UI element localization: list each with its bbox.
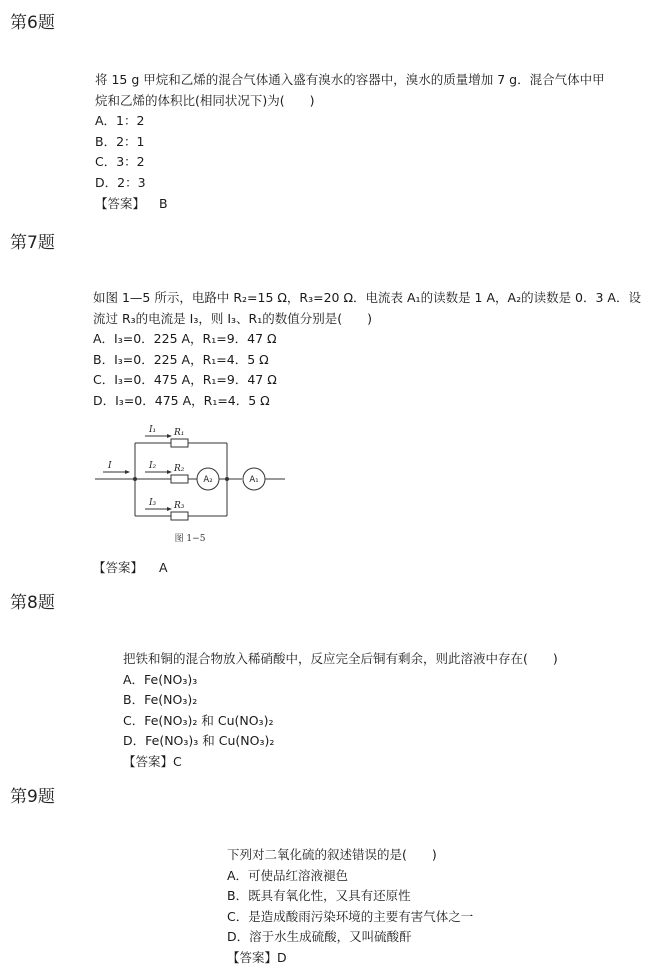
label-a1: A₁ [249,475,259,485]
question-8-option-b: B．Fe(NO₃)₂ [123,692,198,708]
label-r2: R₂ [174,464,185,474]
question-8-option-d: D．Fe(NO₃)₃ 和 Cu(NO₃)₂ [123,733,275,749]
question-9-option-d: D．溶于水生成硫酸，又叫硫酸酐 [227,929,412,945]
question-9-option-c: C．是造成酸雨污染环境的主要有害气体之一 [227,908,474,924]
question-6-title: 第6题 [10,13,55,33]
arrowhead-icon [125,470,130,474]
circuit-diagram [95,420,295,550]
question-8-option-a: A．Fe(NO₃)₃ [123,671,198,687]
question-9-option-a: A．可使品红溶液褪色 [227,867,349,883]
question-7-option-c: C．I₃=0．475 A，R₁=9．47 Ω [93,372,277,388]
label-i2: I₂ [149,461,157,471]
question-8-title: 第8题 [10,593,55,613]
answer-value: B [159,195,168,211]
arrowhead-icon [167,507,172,511]
question-7-answer [93,558,168,579]
answer-value: C [173,753,182,769]
question-7-stem-line-2: 流过 R₃的电流是 I₃，则 I₃、R₁的数值分别是( ) [93,310,372,326]
answer-label: 【答案】 [93,560,144,575]
question-7-option-d: D．I₃=0．475 A，R₁=4．5 Ω [93,392,270,408]
answer-value: A [159,560,168,575]
question-8-answer [123,752,643,773]
question-6-answer [95,194,650,215]
question-7-title: 第7题 [10,233,55,253]
resistor-r3 [171,512,188,520]
arrowhead-icon [167,434,172,438]
question-6 [95,70,650,214]
answer-label: 【答案】 [227,949,278,965]
question-9-stem-line-1: 下列对二氧化硫的叙述错误的是( ) [227,847,437,862]
question-7-option-a: A．I₃=0．225 A，R₁=9．47 Ω [93,331,277,347]
label-i1: I₁ [149,425,157,435]
question-9-answer [227,948,647,969]
label-i3: I₃ [149,498,157,508]
question-9-title: 第9题 [10,787,55,807]
question-9 [227,845,647,969]
question-6-option-d: D．2：3 [95,174,146,190]
label-i: I [108,461,112,471]
figure-caption: 图 1−5 [174,534,206,544]
question-6-stem-line-2: 烷和乙烯的体积比(相同状况下)为( ) [95,92,315,108]
label-r3: R₃ [174,501,185,511]
label-a2: A₂ [203,475,213,485]
question-6-option-a: A．1：2 [95,113,145,129]
question-6-option-b: B．2：1 [95,133,145,149]
answer-label: 【答案】 [95,195,146,211]
label-r1: R₁ [174,428,185,438]
question-7-option-b: B．I₃=0．225 A，R₁=4．5 Ω [93,351,269,367]
question-7-stem-line-1: 如图 1—5 所示，电路中 R₂=15 Ω，R₃=20 Ω．电流表 A₁的读数是 1 A，A₂的读数是 0．3 A．设 [93,290,641,305]
resistor-r2 [171,475,188,483]
question-8-option-c: C．Fe(NO₃)₂ 和 Cu(NO₃)₂ [123,712,274,728]
question-9-option-b: B．既具有氧化性，又具有还原性 [227,888,411,904]
answer-value: D [277,949,287,965]
question-8 [123,649,643,773]
question-6-option-c: C．3：2 [95,154,145,170]
question-7 [93,288,653,412]
resistor-r1 [171,439,188,447]
junction-dot [225,477,229,481]
question-8-stem-line-1: 把铁和铜的混合物放入稀硝酸中，反应完全后铜有剩余，则此溶液中存在( ) [123,651,558,666]
question-6-stem-line-1: 将 15 g 甲烷和乙烯的混合气体通入盛有溴水的容器中，溴水的质量增加 7 g．混合气体中甲 [95,72,605,87]
arrowhead-icon [167,470,172,474]
junction-dot [133,477,137,481]
answer-label: 【答案】 [123,753,174,769]
